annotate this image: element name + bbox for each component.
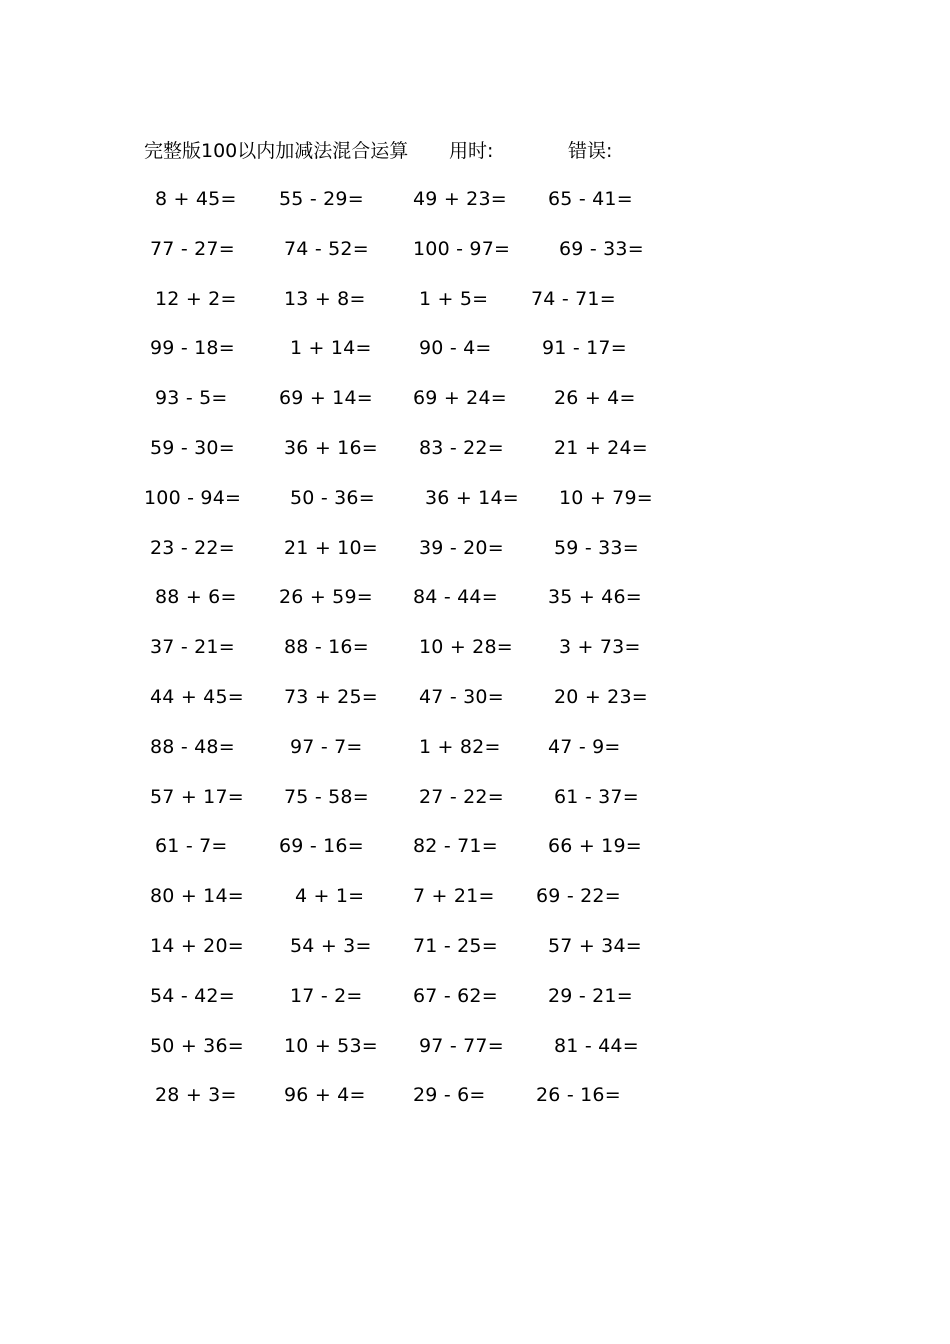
problem-item: 97 - 77=: [419, 1035, 504, 1057]
problem-item: 71 - 25=: [413, 935, 498, 957]
problem-item: 54 + 3=: [290, 935, 372, 957]
problem-item: 59 - 30=: [150, 437, 235, 459]
problem-item: 77 - 27=: [150, 238, 235, 260]
problem-item: 88 + 6=: [155, 586, 237, 608]
problem-item: 66 + 19=: [548, 835, 642, 857]
problem-item: 69 + 14=: [279, 387, 373, 409]
problem-item: 37 - 21=: [150, 636, 235, 658]
problem-item: 69 - 16=: [279, 835, 364, 857]
problem-item: 47 - 9=: [548, 736, 621, 758]
problem-item: 8 + 45=: [155, 188, 237, 210]
problem-item: 74 - 71=: [531, 288, 616, 310]
problem-item: 55 - 29=: [279, 188, 364, 210]
problem-item: 100 - 94=: [144, 487, 242, 509]
problem-item: 88 - 16=: [284, 636, 369, 658]
problem-item: 91 - 17=: [542, 337, 627, 359]
problem-item: 93 - 5=: [155, 387, 228, 409]
problem-item: 7 + 21=: [413, 885, 495, 907]
problem-item: 50 - 36=: [290, 487, 375, 509]
problem-item: 97 - 7=: [290, 736, 363, 758]
problem-item: 61 - 37=: [554, 786, 639, 808]
problem-item: 14 + 20=: [150, 935, 244, 957]
problem-item: 84 - 44=: [413, 586, 498, 608]
problem-item: 21 + 10=: [284, 537, 378, 559]
time-label: 用时:: [449, 140, 494, 162]
problem-item: 81 - 44=: [554, 1035, 639, 1057]
problem-item: 10 + 28=: [419, 636, 513, 658]
problem-item: 10 + 79=: [559, 487, 653, 509]
problem-item: 26 - 16=: [536, 1084, 621, 1106]
problem-item: 65 - 41=: [548, 188, 633, 210]
problem-item: 82 - 71=: [413, 835, 498, 857]
problem-item: 26 + 59=: [279, 586, 373, 608]
problem-item: 100 - 97=: [413, 238, 511, 260]
problem-item: 21 + 24=: [554, 437, 648, 459]
problem-item: 57 + 17=: [150, 786, 244, 808]
problem-item: 69 + 24=: [413, 387, 507, 409]
problem-item: 27 - 22=: [419, 786, 504, 808]
problem-item: 83 - 22=: [419, 437, 504, 459]
problem-item: 69 - 22=: [536, 885, 621, 907]
worksheet-title: 完整版100以内加减法混合运算: [144, 140, 409, 162]
problem-item: 20 + 23=: [554, 686, 648, 708]
problem-item: 26 + 4=: [554, 387, 636, 409]
error-label: 错误:: [568, 140, 613, 162]
problem-item: 49 + 23=: [413, 188, 507, 210]
problem-item: 44 + 45=: [150, 686, 244, 708]
problem-item: 90 - 4=: [419, 337, 492, 359]
problem-item: 4 + 1=: [295, 885, 365, 907]
problem-item: 28 + 3=: [155, 1084, 237, 1106]
problem-item: 1 + 5=: [419, 288, 489, 310]
problem-item: 57 + 34=: [548, 935, 642, 957]
problem-item: 88 - 48=: [150, 736, 235, 758]
problem-item: 99 - 18=: [150, 337, 235, 359]
problem-item: 39 - 20=: [419, 537, 504, 559]
problem-item: 75 - 58=: [284, 786, 369, 808]
problem-item: 50 + 36=: [150, 1035, 244, 1057]
problem-item: 67 - 62=: [413, 985, 498, 1007]
problem-item: 59 - 33=: [554, 537, 639, 559]
problem-item: 29 - 21=: [548, 985, 633, 1007]
problem-item: 13 + 8=: [284, 288, 366, 310]
problem-item: 36 + 14=: [425, 487, 519, 509]
problem-item: 69 - 33=: [559, 238, 644, 260]
problem-item: 73 + 25=: [284, 686, 378, 708]
problem-item: 3 + 73=: [559, 636, 641, 658]
problem-item: 47 - 30=: [419, 686, 504, 708]
problem-item: 74 - 52=: [284, 238, 369, 260]
problem-item: 12 + 2=: [155, 288, 237, 310]
problem-item: 29 - 6=: [413, 1084, 486, 1106]
problem-item: 23 - 22=: [150, 537, 235, 559]
problem-item: 17 - 2=: [290, 985, 363, 1007]
problem-item: 1 + 82=: [419, 736, 501, 758]
problem-item: 54 - 42=: [150, 985, 235, 1007]
problem-item: 96 + 4=: [284, 1084, 366, 1106]
problem-item: 10 + 53=: [284, 1035, 378, 1057]
problem-item: 36 + 16=: [284, 437, 378, 459]
problem-item: 80 + 14=: [150, 885, 244, 907]
problem-item: 61 - 7=: [155, 835, 228, 857]
problem-item: 1 + 14=: [290, 337, 372, 359]
problem-item: 35 + 46=: [548, 586, 642, 608]
